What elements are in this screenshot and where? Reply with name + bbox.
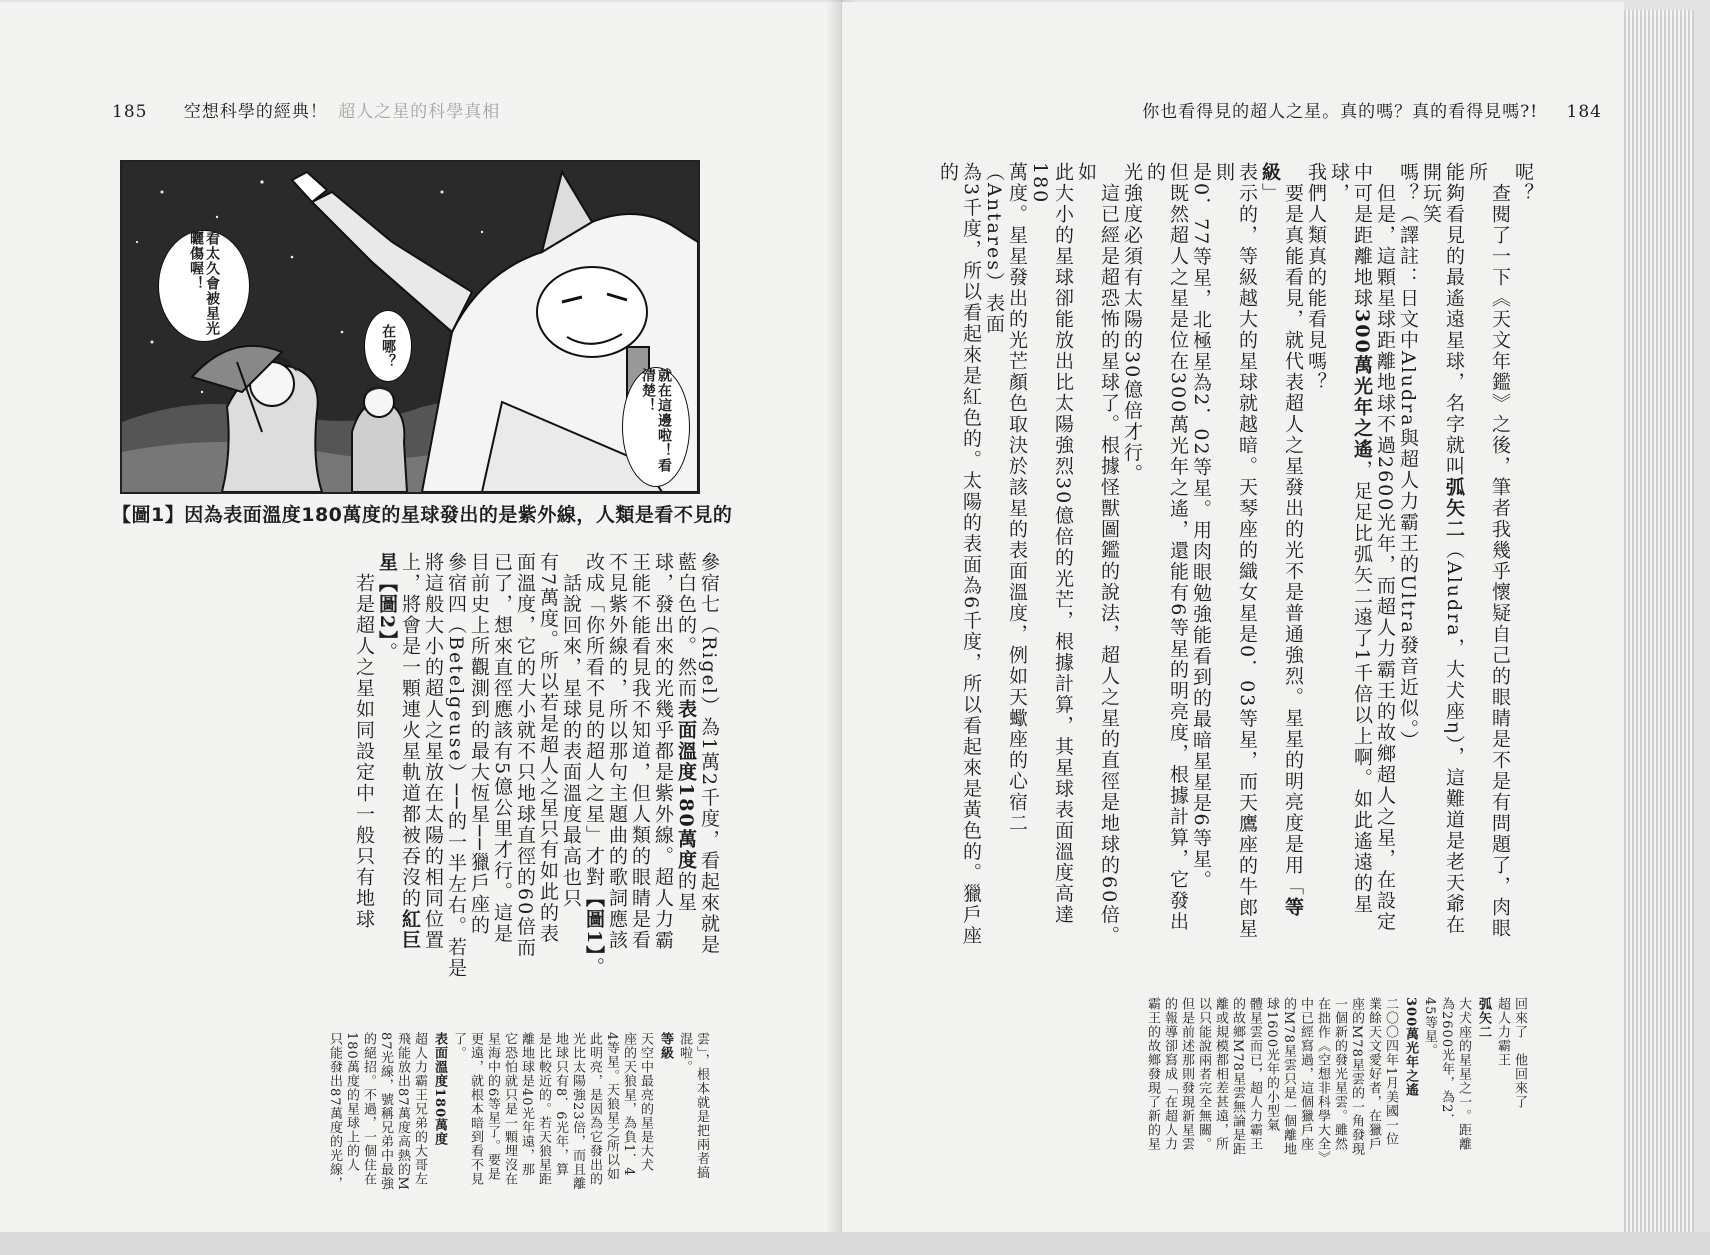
bold-term: 弧矢二: [1443, 477, 1465, 540]
text-run: 不見紫外線的，所以那句主題曲的歌詞應該: [606, 552, 628, 951]
text-run: 表示的，等級越大的星球就越暗。天琴座的織女星是0．03等星，而天鷹座的牛郎星則: [1213, 162, 1258, 940]
text-run: 面溫度，它的大小就不只地球直徑的60倍而: [514, 552, 536, 959]
note-line: 雲」，根本就是把兩者搞: [694, 1032, 709, 1180]
text-run: 光強度必須有太陽的30億倍才行。: [1121, 162, 1143, 485]
note-line: 中已經寫過，這個獵戶座: [1298, 997, 1313, 1151]
text-column: [651, 552, 674, 1027]
text-run: 我們人類真的能看見嗎？: [1305, 162, 1327, 393]
text-run: 話說回來，星球的表面溫度最高也只: [560, 552, 582, 909]
bold-term: 等級: [1259, 162, 1304, 918]
footnotes-right: [1142, 997, 1528, 1227]
text-run: 的星: [675, 870, 697, 913]
note-line: 天空中最亮的星是大犬: [638, 1032, 653, 1172]
bold-term: 300萬光年之遙: [1351, 309, 1373, 460]
text-column: [1189, 162, 1212, 952]
text-column: [1465, 162, 1511, 952]
text-column: [1212, 162, 1258, 952]
running-header: 空想科學的經典！: [183, 102, 328, 122]
note-line: 大犬座的星星之一。距離: [1456, 997, 1471, 1151]
note-line: 座的M78星雲的一角發現: [1349, 997, 1364, 1156]
text-column: [1074, 162, 1120, 952]
text-run: 萬度。星星發出的光芒顏色取決於該星的表面溫度，例如天蠍座的心宿二（Antares）表面: [983, 162, 1028, 834]
text-run: 將這般大小的超人之星放在太陽的相同位置: [422, 552, 444, 951]
note-line: 180萬度的星球上的人: [344, 1032, 359, 1172]
bold-term: 【圖1】: [583, 888, 605, 957]
text-run: 上，將會是一顆連火星軌道都被吞沒的: [399, 552, 421, 909]
note-line: 是比較近的。若天狼星距: [536, 1032, 551, 1186]
text-run: 為3千度，所以看起來是紅色的。太陽的表面為6千度，所以看起來是黃色的。獵戶座的: [937, 162, 982, 947]
page-number: 185: [112, 102, 148, 122]
text-run: 這已經是超恐怖的星球了。根據怪獸圖鑑的說法，超人之星的直徑是地球的60倍。如: [1075, 162, 1120, 947]
text-column: [1396, 162, 1419, 952]
text-column: [1143, 162, 1189, 952]
text-run: 能夠看見的最遙遠星球，名字就叫: [1443, 162, 1465, 477]
text-column: [352, 552, 375, 1027]
text-column: [467, 552, 490, 1027]
text-run: 但既然超人之星是位在300萬光年之遙，還能有6等星的明亮度，根據計算，它發出的: [1144, 162, 1189, 933]
text-column: [1327, 162, 1373, 952]
note-line: 球1600光年的小型氣: [1264, 997, 1279, 1133]
bold-term: 紅巨: [399, 909, 421, 951]
note-line: 45等星。: [1422, 997, 1437, 1058]
note-line: 飛能放出87萬度高熱的M: [395, 1032, 410, 1191]
speech-bubble-over-here: 就在這邊啦！看清楚！: [622, 367, 690, 487]
text-column: [398, 552, 421, 1027]
left-page: [0, 2, 842, 1232]
note-line: 體星雲而已，超人力霸王: [1247, 997, 1262, 1151]
text-run: 若是超人之星如同設定中一般只有地球: [353, 552, 375, 930]
note-line: 但是前述那則發現新星雲: [1179, 997, 1194, 1151]
note-line: 的M78星雲只是一個離地: [1281, 997, 1296, 1156]
scanner-bed: [0, 1232, 1710, 1255]
text-column: [513, 552, 536, 1027]
note-title: 弧矢二: [1476, 997, 1491, 1039]
note-line: 87光線，號稱兄弟中最強: [378, 1032, 393, 1191]
text-column: [1419, 162, 1465, 952]
text-column: [605, 552, 628, 1027]
text-column: [1304, 162, 1327, 952]
text-run: 但是，這顆星球距離地球不過2600光年，而超人力霸王的故鄉超人之星，在設定: [1374, 162, 1396, 933]
note-line: 的絕招。不過，一個住在: [361, 1032, 376, 1186]
note-line: 更遠，就根本暗到看不見: [468, 1032, 483, 1186]
note-line: 霸王的故鄉發現了新的星: [1145, 997, 1160, 1151]
running-header-faint: 超人之星的科學真相: [338, 102, 501, 122]
text-run: 有7萬度。所以若是超人之星只有如此的表: [537, 552, 559, 945]
note-line: 業餘天文愛好者，在獵戶: [1366, 997, 1381, 1151]
note-title: 表面溫度180萬度: [432, 1032, 447, 1147]
figure-caption: 【圖1】因為表面溫度180萬度的星球發出的是紫外線，人類是看不見的: [112, 504, 733, 526]
text-run: 」: [1259, 183, 1281, 204]
speech-bubble-burn: 看太久會被星光曬傷喔！: [158, 230, 250, 342]
text-column: [1120, 162, 1143, 952]
page-header-right: [1142, 97, 1602, 122]
text-run: 。: [583, 956, 605, 978]
note-line: 座的天狼星，為負1．4: [621, 1032, 636, 1177]
text-run: ，足足比弧矢二遠了1千倍以上啊。如此遙遠的星球，: [1328, 162, 1373, 915]
text-column: [1028, 162, 1074, 952]
bold-term: 星【圖2】: [376, 552, 398, 642]
speech-bubble-where: 在哪？: [364, 310, 412, 382]
note-line: 離地球是40光年遠，那: [519, 1032, 534, 1177]
note-line: 超人力霸王: [1495, 997, 1510, 1067]
text-column: [1511, 162, 1534, 952]
note-line: 的故鄉M78星雲無論是距: [1230, 997, 1245, 1156]
note-line: 超人力霸王兄弟的大哥左: [412, 1032, 427, 1186]
text-column: [1258, 162, 1304, 952]
note-title: 300萬光年之遙: [1403, 997, 1418, 1098]
text-column: [375, 552, 398, 1027]
text-column: [536, 552, 559, 1027]
bold-term: 表面溫度180萬度: [675, 699, 697, 871]
text-run: 改成「你所看不見的超人之星」才對: [583, 552, 605, 888]
text-column: [1373, 162, 1396, 952]
note-line: 只能發出87萬度的光線，: [327, 1032, 342, 1191]
text-run: 是0．77等星，北極星為2．02等星。用肉眼勉強能看到的最暗星星是6等星。: [1190, 162, 1212, 891]
body-text-right: [936, 162, 1534, 952]
text-run: 球，發出來的光幾乎都是紫外線。超人力霸: [652, 552, 674, 951]
running-header: 你也看得見的超人之星。真的嗎？真的看得見嗎?!: [1142, 102, 1539, 122]
text-run: 中可是距離地球: [1351, 162, 1373, 309]
text-run: （Aludra，大犬座η），這難道是老天爺在開玩笑: [1420, 162, 1465, 936]
text-run: 目前史上所觀測到的最大恆星──獵戶座的: [468, 552, 490, 936]
text-column: [936, 162, 982, 952]
page-number: 184: [1566, 102, 1602, 122]
text-column: [674, 552, 697, 1027]
text-column: [444, 552, 467, 1027]
text-column: [582, 552, 605, 1027]
page-edges: [1624, 10, 1694, 1235]
note-line: 為2600光年，為2．: [1439, 997, 1454, 1128]
text-column: [421, 552, 444, 1027]
text-run: 嗎？（譯註：日文中Aludra與超人力霸王的Ultra發音近似。）: [1397, 162, 1419, 752]
text-run: 呢？: [1512, 162, 1534, 204]
text-run: 要是真能看見，就代表超人之星發出的光不是普通強烈。星星的明亮度是用「: [1282, 162, 1304, 897]
note-line: 回來了 他回來了: [1512, 997, 1527, 1109]
note-line: 一個新的發光星雲。雖然: [1332, 997, 1347, 1151]
text-column: [628, 552, 651, 1027]
note-line: 此明亮，是因為它發出的: [587, 1032, 602, 1186]
note-title: 等級: [658, 1032, 673, 1060]
text-column: [982, 162, 1028, 952]
note-line: 地球只有8．6光年，算: [553, 1032, 568, 1177]
right-page: [842, 2, 1624, 1232]
text-run: 此大小的星球卻能放出比太陽強烈30億倍的光芒，根據計算，其星球表面溫度高達180: [1029, 162, 1074, 926]
page-header-left: [112, 97, 500, 122]
text-run: 參宿七（Rigel）為1萬2千度，看起來就是: [698, 552, 720, 956]
text-run: 藍白色的。然而: [675, 552, 697, 699]
text-run: 參宿四（Betelgeuse）──的一半左右。若是: [445, 552, 467, 979]
note-line: 以只能說兩者完全無關。: [1196, 997, 1211, 1151]
note-line: 二〇〇四年1月美國一位: [1383, 997, 1398, 1147]
note-line: 了。: [451, 1032, 466, 1060]
text-run: 查閱了一下《天文年鑑》之後，筆者我幾乎懷疑自己的眼睛是不是有問題了，肉眼所: [1466, 162, 1511, 939]
note-line: 混啦。: [677, 1032, 692, 1074]
note-line: 在拙作《空想非科學大全》: [1315, 997, 1330, 1165]
text-run: 王能不能看見我不知道，但人類的眼睛是看: [629, 552, 651, 951]
note-line: 離或規模都相差甚遠，所: [1213, 997, 1228, 1151]
text-column: [490, 552, 513, 1027]
note-line: 它恐怕就只是一顆埋沒在: [502, 1032, 517, 1186]
note-line: 的報導卻寫成「在超人力: [1162, 997, 1177, 1151]
body-text-left: [352, 552, 720, 1027]
text-column: [559, 552, 582, 1027]
text-run: 已了，想來直徑應該有5億公里才行。這是: [491, 552, 513, 945]
text-column: [697, 552, 720, 1027]
note-line: 星海中的6等星了。要是: [485, 1032, 500, 1182]
note-line: 光比太陽強23倍，而且離: [570, 1032, 585, 1191]
manga-illustration: [120, 160, 700, 494]
footnotes-left: [324, 1032, 710, 1227]
text-run: 。: [376, 641, 398, 663]
note-line: 4等星。天狼星之所以如: [604, 1032, 619, 1182]
